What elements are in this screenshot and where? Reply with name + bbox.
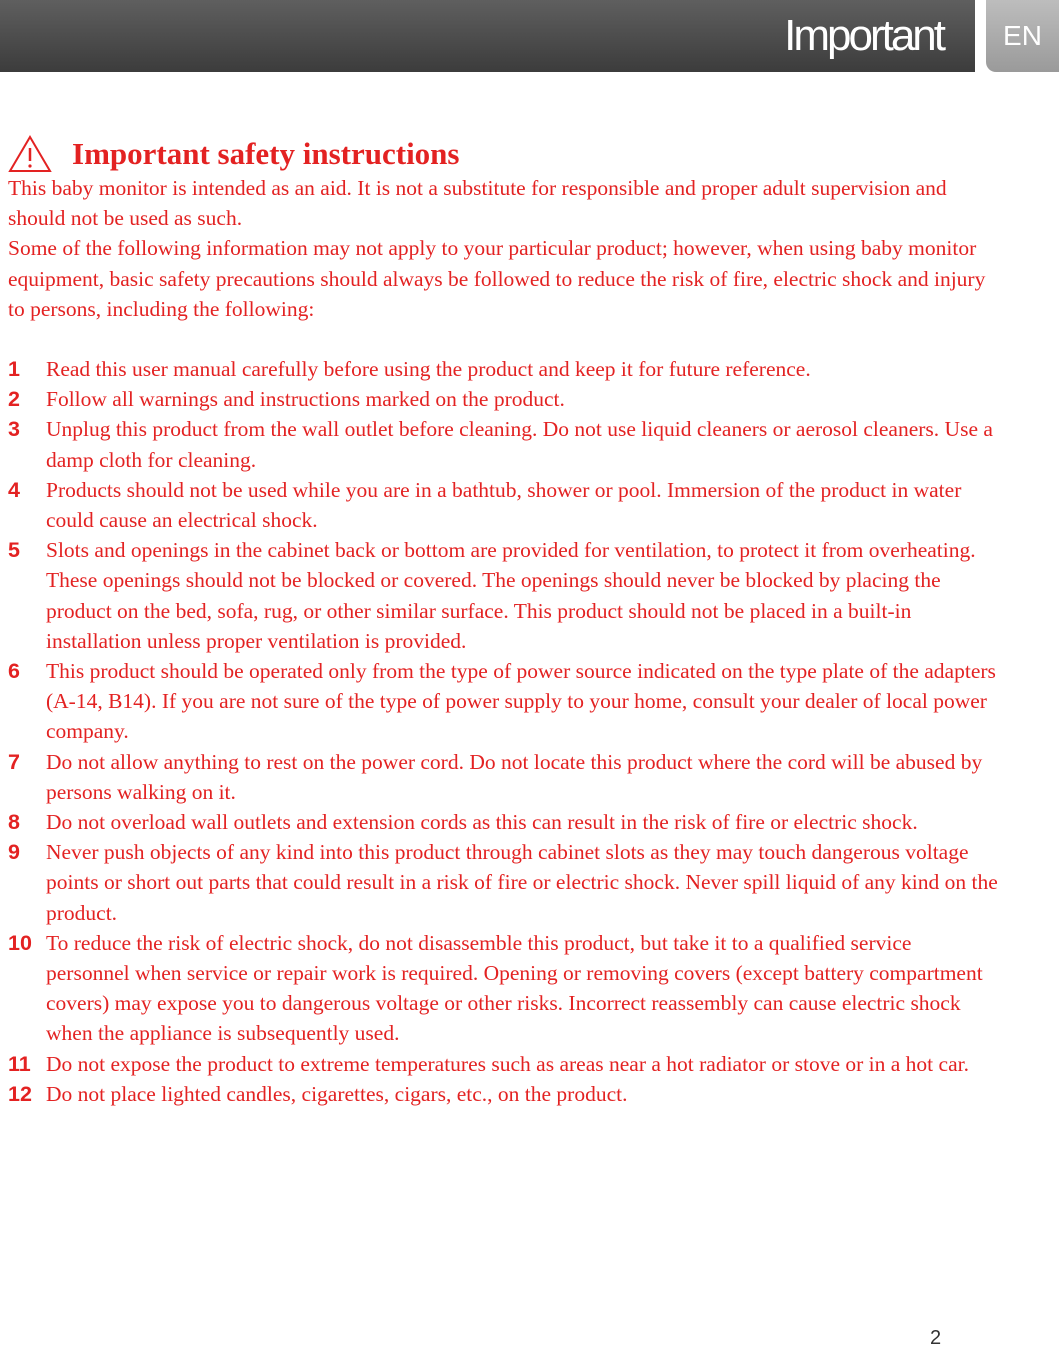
item-number: 2 bbox=[8, 387, 20, 412]
item-text: Read this user manual carefully before using the product and keep it for future reference. bbox=[46, 357, 811, 382]
list-item bbox=[8, 928, 998, 1049]
list-item bbox=[8, 384, 998, 414]
list-item bbox=[8, 837, 998, 928]
list-item bbox=[8, 1049, 998, 1079]
intro-paragraph-2: Some of the following information may not apply to your particular product; however, when using baby monitor equipment, basic safety precautions should always be followed to reduce the risk of fire, electric shock and injury to persons, including the following: bbox=[8, 236, 986, 321]
list-item bbox=[8, 1079, 998, 1109]
list-item bbox=[8, 656, 998, 747]
item-text: This product should be operated only from the type of power source indicated on the type plate of the adapters (A-14, B14). If you are not sure of the type of power supply to your home, consult your dealer of local power company. bbox=[46, 659, 996, 744]
safety-section bbox=[8, 134, 998, 1109]
item-text: Do not overload wall outlets and extension cords as this can result in the risk of fire or electric shock. bbox=[46, 810, 918, 835]
section-heading bbox=[8, 134, 998, 174]
item-text: Do not place lighted candles, cigarettes, cigars, etc., on the product. bbox=[46, 1081, 628, 1106]
item-text: Follow all warnings and instructions marked on the product. bbox=[46, 387, 565, 412]
item-number: 4 bbox=[8, 477, 20, 502]
list-item bbox=[8, 414, 998, 474]
item-number: 1 bbox=[8, 357, 20, 382]
item-number: 9 bbox=[8, 840, 20, 865]
section-heading-text: Important safety instructions bbox=[72, 136, 460, 171]
item-text: Slots and openings in the cabinet back or bottom are provided for ventilation, to protect it from overheating. These openings should not be blocked or covered. The openings should never be blocked by placing the product on the bed, sofa, rug, or other similar surface. This product should not be placed in a built-in installation unless proper ventilation is provided. bbox=[46, 538, 976, 653]
item-number: 8 bbox=[8, 810, 20, 835]
instructions-list bbox=[8, 354, 998, 1109]
header-bar bbox=[0, 0, 975, 72]
item-text: Never push objects of any kind into this product through cabinet slots as they may touch dangerous voltage points or short out parts that could result in a risk of fire or electric shock. Never spill liquid of any kind on the product. bbox=[46, 840, 998, 925]
item-text: Do not allow anything to rest on the power cord. Do not locate this product where the cord will be abused by persons walking on it. bbox=[46, 749, 983, 804]
list-item bbox=[8, 747, 998, 807]
warning-triangle-icon bbox=[8, 135, 52, 173]
list-item bbox=[8, 807, 998, 837]
item-number: 12 bbox=[8, 1081, 32, 1106]
item-text: To reduce the risk of electric shock, do not disassemble this product, but take it to a qualified service personnel when service or repair work is required. Opening or removing covers (except battery compartment covers) may expose you to dangerous voltage or other risks. Incorrect reassembly can cause electric shock when the appliance is subsequently used. bbox=[46, 930, 983, 1046]
item-number: 6 bbox=[8, 659, 20, 684]
item-number: 7 bbox=[8, 749, 20, 774]
page-number: 2 bbox=[930, 1327, 942, 1349]
header-title: Important bbox=[784, 11, 943, 60]
language-tab[interactable]: EN bbox=[986, 0, 1059, 72]
list-item bbox=[8, 354, 998, 384]
item-number: 10 bbox=[8, 930, 32, 955]
list-item bbox=[8, 535, 998, 656]
item-text: Unplug this product from the wall outlet before cleaning. Do not use liquid cleaners or aerosol cleaners. Use a damp cloth for cleaning. bbox=[46, 417, 993, 472]
intro-paragraph-1: This baby monitor is intended as an aid. It is not a substitute for responsible and proper adult supervision and should not be used as such. bbox=[8, 176, 947, 231]
item-text: Do not expose the product to extreme temperatures such as areas near a hot radiator or stove or in a hot car. bbox=[46, 1051, 969, 1076]
item-number: 5 bbox=[8, 538, 20, 563]
item-text: Products should not be used while you are in a bathtub, shower or pool. Immersion of the product in water could cause an electrical shock. bbox=[46, 477, 962, 533]
item-number: 3 bbox=[8, 417, 20, 442]
item-number: 11 bbox=[8, 1051, 31, 1076]
list-item bbox=[8, 475, 998, 535]
